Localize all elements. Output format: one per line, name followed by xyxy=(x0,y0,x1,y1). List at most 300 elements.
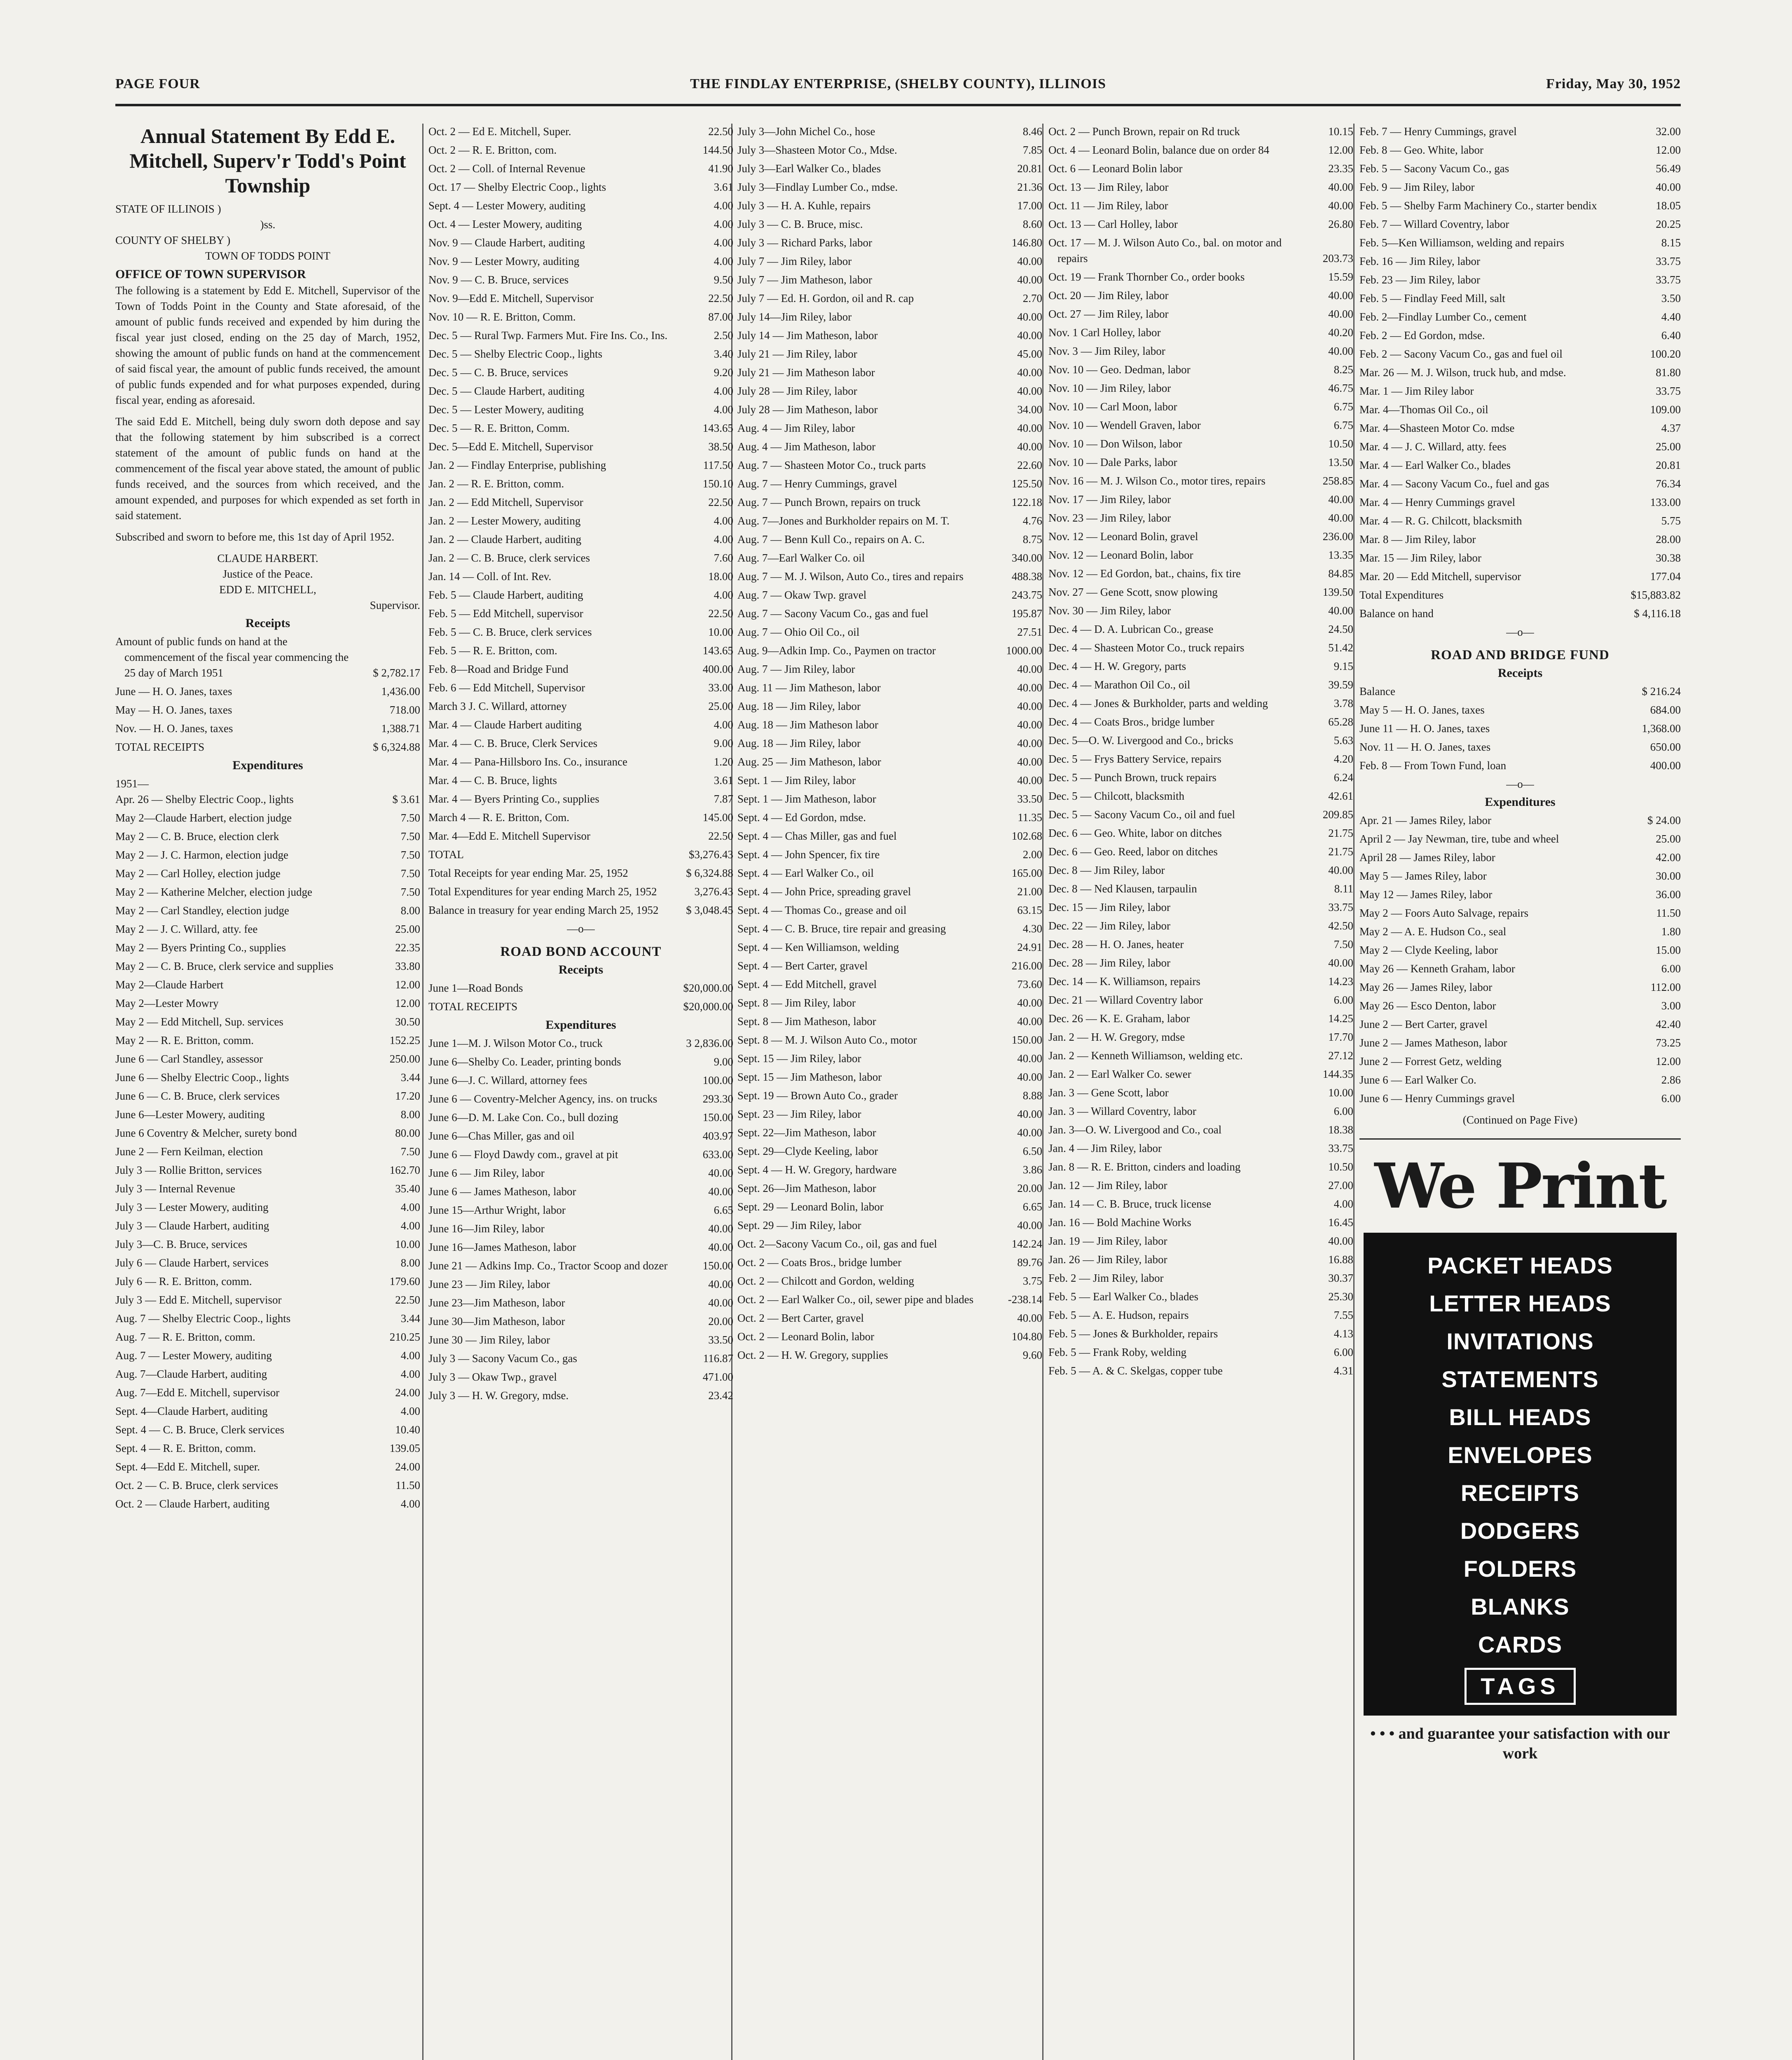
entry-amount: 40.00 xyxy=(1017,1052,1042,1065)
venue-county: COUNTY OF SHELBY ) xyxy=(115,234,231,246)
entry-amount: 340.00 xyxy=(1011,552,1042,564)
entry-description: Aug. 18 — Jim Matheson labor xyxy=(737,719,878,731)
ledger-entry xyxy=(115,634,420,681)
entry-amount: 40.00 xyxy=(1017,997,1042,1009)
entry-description: Feb. 5 — A. & C. Skelgas, copper tube xyxy=(1048,1365,1223,1377)
entry-description: Nov. 30 — Jim Riley, labor xyxy=(1048,604,1171,617)
entry-amount: 40.00 xyxy=(1017,1219,1042,1231)
ledger-entry xyxy=(428,1388,733,1403)
entry-amount: 4.00 xyxy=(714,236,733,249)
ledger-entry xyxy=(1048,216,1353,232)
entry-amount: 11.35 xyxy=(1018,811,1042,824)
entry-description: Jan. 3—O. W. Livergood and Co., coal xyxy=(1048,1124,1222,1136)
ledger-entry xyxy=(737,1199,1042,1215)
entry-description: June 6—Shelby Co. Leader, printing bonds xyxy=(428,1056,621,1068)
entry-description: Dec. 15 — Jim Riley, labor xyxy=(1048,901,1170,913)
entry-amount: 33.50 xyxy=(1017,793,1042,805)
column-rule xyxy=(1042,124,1043,2060)
ledger-entry xyxy=(737,439,1042,454)
entry-amount: 4.00 xyxy=(400,1405,420,1417)
entry-description: July 3 — H. W. Gregory, mdse. xyxy=(428,1389,569,1402)
ledger-entry xyxy=(737,680,1042,695)
entry-amount: $ 2,782.17 xyxy=(373,667,420,679)
entry-description: Jan. 2 — Claude Harbert, auditing xyxy=(428,533,582,545)
entry-description: Apr. 21 — James Riley, labor xyxy=(1359,814,1491,826)
entry-amount: $ 3,048.45 xyxy=(686,904,733,916)
entry-description: Feb. 5 — C. B. Bruce, clerk services xyxy=(428,626,592,638)
entry-description: Nov. 9 — Claude Harbert, auditing xyxy=(428,236,585,249)
entry-description: Dec. 4 — Jones & Burkholder, parts and welding xyxy=(1048,697,1268,709)
entry-amount: 1,368.00 xyxy=(1642,722,1681,735)
ledger-entry xyxy=(1359,684,1681,699)
entry-amount: 471.00 xyxy=(702,1371,733,1383)
entry-description: May 2 — Edd Mitchell, Sup. services xyxy=(115,1016,283,1028)
entry-description: Oct. 2 — H. W. Gregory, supplies xyxy=(737,1349,888,1361)
entry-amount: 17.20 xyxy=(395,1090,420,1102)
ledger-entry xyxy=(1359,402,1681,417)
entry-description: Aug. 7—Earl Walker Co. oil xyxy=(737,552,865,564)
entry-description: July 3 — Richard Parks, labor xyxy=(737,236,872,249)
ledger-entry xyxy=(1359,161,1681,176)
entry-amount: 4.31 xyxy=(1333,1365,1353,1377)
entry-description: June 15—Arthur Wright, labor xyxy=(428,1204,566,1216)
entry-description: Feb. 2 — Ed Gordon, mdse. xyxy=(1359,329,1485,342)
entry-description: Nov. 12 — Leonard Bolin, labor xyxy=(1048,549,1193,561)
entry-description: Sept. 4 — John Spencer, fix tire xyxy=(737,848,880,861)
entry-description: July 3—Shasteen Motor Co., Mdse. xyxy=(737,144,897,156)
ledger-entry xyxy=(737,235,1042,250)
entry-amount: 24.00 xyxy=(395,1386,420,1399)
ad-service-tags: TAGS xyxy=(1464,1668,1575,1705)
ledger-entry xyxy=(1048,770,1353,785)
masthead: THE FINDLAY ENTERPRISE, (SHELBY COUNTY), ILLINOIS xyxy=(690,76,1106,91)
entry-amount: 3.78 xyxy=(1333,697,1353,709)
continued-note: (Continued on Page Five) xyxy=(1462,1114,1578,1126)
entry-amount: 117.50 xyxy=(703,459,733,471)
entry-amount: 40.00 xyxy=(1017,774,1042,787)
ledger-entry xyxy=(1048,825,1353,841)
road-bond-expenditures xyxy=(428,1035,733,1403)
ad-service-item: BILL HEADS xyxy=(1449,1404,1591,1430)
ledger-entry xyxy=(1048,343,1353,359)
ledger-entry xyxy=(115,884,420,900)
entry-amount: 8.00 xyxy=(400,904,420,917)
ledger-entry xyxy=(737,1273,1042,1289)
entry-amount: 46.75 xyxy=(1328,382,1353,394)
ledger-entry xyxy=(737,1143,1042,1159)
ledger-entry xyxy=(1359,513,1681,529)
entry-amount: 139.05 xyxy=(389,1442,420,1454)
entry-amount: 1,388.71 xyxy=(381,722,420,735)
ledger-entry xyxy=(1048,1122,1353,1138)
year-label: 1951— xyxy=(115,777,149,790)
entry-description: Oct. 2 — Bert Carter, gravel xyxy=(737,1312,864,1324)
entry-description: May 2 — R. E. Britton, comm. xyxy=(115,1034,254,1046)
town-expenditures-list xyxy=(115,791,420,1512)
town-name: TOWN OF TODDS POINT xyxy=(205,250,330,262)
entry-description: Dec. 5 — C. B. Bruce, services xyxy=(428,366,568,379)
entry-amount: $ 216.24 xyxy=(1642,685,1681,698)
ledger-entry xyxy=(737,1051,1042,1066)
ledger-entry xyxy=(1048,844,1353,859)
entry-description: Aug. 11 — Jim Matheson, labor xyxy=(737,681,881,694)
entry-amount: 20.81 xyxy=(1017,162,1042,175)
ledger-entry xyxy=(428,772,733,788)
entry-description: Jan. 16 — Bold Machine Works xyxy=(1048,1216,1191,1229)
entry-description: Feb. 6 — Edd Mitchell, Supervisor xyxy=(428,681,585,694)
ledger-entry xyxy=(737,1310,1042,1326)
entry-description: May — H. O. Janes, taxes xyxy=(115,704,232,716)
entry-description: Feb. 5 — Shelby Farm Machinery Co., starter bendix xyxy=(1359,199,1597,212)
ledger-entry xyxy=(115,1255,420,1271)
entry-description: Sept. 8 — Jim Riley, labor xyxy=(737,997,856,1009)
entry-amount: 42.50 xyxy=(1328,920,1353,932)
entry-amount: 73.60 xyxy=(1017,978,1042,990)
ledger-entry xyxy=(1048,566,1353,581)
entry-description: Sept. 4 — Lester Mowery, auditing xyxy=(428,199,586,212)
entry-description: Jan. 2 — Kenneth Williamson, welding etc. xyxy=(1048,1049,1243,1062)
entry-amount: 109.00 xyxy=(1650,403,1681,416)
ledger-entry xyxy=(737,476,1042,492)
entry-description: Sept. 22—Jim Matheson, labor xyxy=(737,1126,876,1139)
ledger-entry xyxy=(1048,1011,1353,1026)
ledger-entry xyxy=(115,995,420,1011)
entry-description: Dec. 5 — Lester Mowery, auditing xyxy=(428,403,584,416)
entry-amount: 9.50 xyxy=(714,274,733,286)
entry-description: Aug. 7 — Henry Cummings, gravel xyxy=(737,478,897,490)
ledger-entry xyxy=(115,1496,420,1512)
entry-amount: 116.87 xyxy=(703,1352,733,1365)
column-2 xyxy=(428,124,733,2060)
entry-description: July 14 — Jim Matheson, labor xyxy=(737,329,878,342)
ledger-entry xyxy=(737,124,1042,139)
ledger-entry xyxy=(428,346,733,362)
entry-description: Sept. 4 — Bert Carter, gravel xyxy=(737,960,868,972)
entry-amount: 25.30 xyxy=(1328,1290,1353,1303)
ledger-entry xyxy=(1048,1215,1353,1230)
entry-amount: 488.38 xyxy=(1011,570,1042,583)
entry-amount: 40.00 xyxy=(1017,700,1042,712)
entry-description: Aug. 7 — Lester Mowery, auditing xyxy=(115,1349,272,1362)
entry-description: Sept. 1 — Jim Matheson, labor xyxy=(737,793,876,805)
ledger-entry xyxy=(1359,1053,1681,1069)
ledger-entry xyxy=(1359,924,1681,939)
entry-description: Mar. 4 — Pana-Hillsboro Ins. Co., insurance xyxy=(428,756,627,768)
entry-amount: 8.00 xyxy=(400,1257,420,1269)
ledger-entry xyxy=(428,980,733,996)
entry-description: June 6 Coventry & Melcher, surety bond xyxy=(115,1127,297,1139)
ad-services-box xyxy=(1364,1233,1677,1716)
ledger-entry xyxy=(1048,510,1353,526)
entry-description: July 3 — Rollie Britton, services xyxy=(115,1164,262,1176)
entry-amount: 4.00 xyxy=(714,515,733,527)
ledger-entry xyxy=(737,1032,1042,1048)
entry-description: Dec. 5 — Claude Harbert, auditing xyxy=(428,385,585,397)
entry-description: May 2 — C. B. Bruce, clerk service and supplies xyxy=(115,960,334,972)
ledger-entry xyxy=(428,1258,733,1273)
ledger-entry xyxy=(737,754,1042,770)
signature-supervisor: EDD E. MITCHELL, xyxy=(219,583,316,596)
entry-description: Dec. 5 — Punch Brown, truck repairs xyxy=(1048,771,1217,784)
ledger-entry xyxy=(115,1477,420,1493)
entry-description: Oct. 20 — Jim Riley, labor xyxy=(1048,289,1169,302)
entry-amount: 8.46 xyxy=(1022,125,1042,138)
ledger-entry xyxy=(1359,812,1681,828)
ledger-entry xyxy=(1048,179,1353,195)
ledger-entry xyxy=(115,1181,420,1196)
ledger-entry xyxy=(737,309,1042,325)
entry-description: Sept. 23 — Jim Riley, labor xyxy=(737,1108,861,1120)
ledger-entry xyxy=(428,569,733,584)
entry-description: May 2 — J. C. Willard, atty. fee xyxy=(115,923,258,935)
entry-description: Feb. 2—Findlay Lumber Co., cement xyxy=(1359,311,1527,323)
entry-description: June 1—Road Bonds xyxy=(428,982,523,994)
entry-amount: 18.05 xyxy=(1656,199,1681,212)
entry-amount: 4.76 xyxy=(1022,515,1042,527)
entry-amount: 25.00 xyxy=(708,700,733,712)
ledger-entry xyxy=(1048,473,1353,489)
ledger-entry xyxy=(115,1422,420,1437)
entry-amount: 33.75 xyxy=(1328,901,1353,913)
ledger-entry xyxy=(115,1070,420,1085)
entry-amount: 35.40 xyxy=(395,1182,420,1195)
entry-amount: 102.68 xyxy=(1011,830,1042,842)
entry-amount: 38.50 xyxy=(708,440,733,453)
ledger-entry xyxy=(1048,454,1353,470)
ledger-entry xyxy=(1048,1140,1353,1156)
ledger-entry xyxy=(428,513,733,529)
entry-description: Jan. 8 — R. E. Britton, cinders and loading xyxy=(1048,1161,1241,1173)
entry-amount: 4.00 xyxy=(400,1220,420,1232)
entry-amount: 42.61 xyxy=(1328,790,1353,802)
entry-amount: 6.65 xyxy=(714,1204,733,1216)
entry-amount: 40.00 xyxy=(1328,199,1353,212)
ledger-entry xyxy=(737,828,1042,844)
ledger-entry xyxy=(115,1403,420,1419)
entry-amount: 4.00 xyxy=(714,589,733,601)
ledger-entry xyxy=(428,1221,733,1236)
entry-description: Dec. 5 — Shelby Electric Coop., lights xyxy=(428,348,603,360)
entry-amount: 6.00 xyxy=(1333,1346,1353,1358)
entry-description: Nov. 17 — Jim Riley, labor xyxy=(1048,493,1171,506)
entry-description: Mar. 4 — Henry Cummings gravel xyxy=(1359,496,1515,508)
entry-description: Dec. 5 — Rural Twp. Farmers Mut. Fire Ins. Co., Ins. xyxy=(428,329,668,342)
entry-description: Feb. 7 — Willard Coventry, labor xyxy=(1359,218,1509,230)
entry-description: May 5 — H. O. Janes, taxes xyxy=(1359,704,1485,716)
entry-amount: 12.00 xyxy=(1656,1055,1681,1067)
entry-description: Mar. 15 — Jim Riley, labor xyxy=(1359,552,1481,564)
entry-description: July 14—Jim Riley, labor xyxy=(737,311,852,323)
ledger-entry xyxy=(428,457,733,473)
entry-amount: 25.00 xyxy=(1656,440,1681,453)
entry-description: Dec. 4 — Shasteen Motor Co., truck repairs xyxy=(1048,641,1245,654)
entry-amount: 23.35 xyxy=(1328,162,1353,175)
ledger-entry xyxy=(428,828,733,844)
entry-description: July 6 — Claude Harbert, services xyxy=(115,1257,269,1269)
entry-amount: 3.61 xyxy=(714,181,733,193)
entry-amount: 7.87 xyxy=(714,793,733,805)
entry-amount: 1.20 xyxy=(714,756,733,768)
entry-amount: 10.50 xyxy=(1328,1161,1353,1173)
entry-amount: $ 6,324.88 xyxy=(373,741,420,753)
entry-description: June 11 — H. O. Janes, taxes xyxy=(1359,722,1490,735)
entry-amount: 400.00 xyxy=(702,663,733,675)
entry-description: Sept. 4 — Ken Williamson, welding xyxy=(737,941,899,953)
entry-description: Dec. 14 — K. Williamson, repairs xyxy=(1048,975,1200,988)
ledger-entry xyxy=(115,1032,420,1048)
entry-amount: 8.00 xyxy=(400,1108,420,1121)
entry-description: Aug. 7 — Jim Riley, labor xyxy=(737,663,855,675)
ad-service-item: DODGERS xyxy=(1460,1518,1580,1544)
entry-description: Sept. 4 — Edd Mitchell, gravel xyxy=(737,978,877,990)
entry-description: Aug. 7—Jones and Burkholder repairs on M. T. xyxy=(737,515,950,527)
entry-amount: 24.50 xyxy=(1328,623,1353,635)
entry-description: July 28 — Jim Riley, labor xyxy=(737,385,857,397)
entry-amount: 9.15 xyxy=(1333,660,1353,672)
entry-amount: 150.00 xyxy=(702,1259,733,1272)
entry-description: Feb. 5 — Claude Harbert, auditing xyxy=(428,589,583,601)
entry-amount: 8.11 xyxy=(1334,883,1353,895)
ledger-entry xyxy=(1048,1233,1353,1249)
ledger-entry xyxy=(1359,457,1681,473)
entry-description: July 21 — Jim Matheson labor xyxy=(737,366,875,379)
ledger-entry xyxy=(1359,905,1681,921)
entry-description: Dec. 5—O. W. Livergood and Co., bricks xyxy=(1048,734,1233,747)
ledger-entry xyxy=(1048,1048,1353,1063)
entry-amount: 145.00 xyxy=(702,811,733,824)
entry-amount: 25.00 xyxy=(1656,833,1681,845)
entry-amount: 4.00 xyxy=(400,1201,420,1213)
ledger-entry xyxy=(1359,439,1681,454)
ad-service-item: FOLDERS xyxy=(1463,1556,1577,1582)
entry-description: Feb. 2 — Sacony Vacum Co., gas and fuel oil xyxy=(1359,348,1563,360)
signature-supervisor-title: Supervisor. xyxy=(370,599,420,611)
page-header xyxy=(115,76,1681,101)
ledger-entry xyxy=(1048,658,1353,674)
entry-amount: 4.37 xyxy=(1661,422,1681,434)
entry-amount: 40.00 xyxy=(1017,255,1042,267)
ledger-entry xyxy=(737,550,1042,566)
entry-amount: 40.00 xyxy=(1017,329,1042,342)
entry-amount: 1.80 xyxy=(1661,925,1681,938)
ledger-entry xyxy=(115,791,420,807)
entry-amount: 10.00 xyxy=(708,626,733,638)
ledger-entry xyxy=(737,902,1042,918)
entry-amount: 7.60 xyxy=(714,552,733,564)
entry-description: Jan. 19 — Jim Riley, labor xyxy=(1048,1235,1167,1247)
ledger-entry xyxy=(428,494,733,510)
entry-amount: 143.65 xyxy=(702,644,733,657)
entry-description: Jan. 2 — R. E. Britton, comm. xyxy=(428,478,564,490)
ledger-entry xyxy=(1359,142,1681,158)
entry-description: May 12 — James Riley, labor xyxy=(1359,888,1493,901)
ledger-entry xyxy=(1359,365,1681,380)
entry-amount: 5.63 xyxy=(1333,734,1353,747)
ledger-entry xyxy=(1359,961,1681,976)
entry-amount: 143.65 xyxy=(702,422,733,434)
ledger-entry xyxy=(115,1366,420,1382)
entry-amount: 7.50 xyxy=(400,867,420,880)
entry-description: Apr. 26 — Shelby Electric Coop., lights xyxy=(115,793,294,805)
ledger-entry xyxy=(1048,492,1353,507)
ad-service-item: BLANKS xyxy=(1471,1594,1570,1620)
ledger-entry xyxy=(428,1202,733,1218)
entry-description: Feb. 5 — Findlay Feed Mill, salt xyxy=(1359,292,1505,304)
entry-description: July 7 — Ed. H. Gordon, oil and R. cap xyxy=(737,292,914,304)
ledger-entry xyxy=(1359,179,1681,195)
entry-description: Dec. 6 — Geo. White, labor on ditches xyxy=(1048,827,1222,839)
entry-amount: 12.00 xyxy=(1656,144,1681,156)
ledger-entry xyxy=(737,791,1042,807)
entry-description: Aug. 7 — M. J. Wilson, Auto Co., tires and repairs xyxy=(737,570,964,583)
ledger-entry xyxy=(1359,850,1681,865)
entry-description: Dec. 4 — H. W. Gregory, parts xyxy=(1048,660,1186,672)
ledger-entry xyxy=(737,253,1042,269)
entry-amount: 4.00 xyxy=(714,218,733,230)
ledger-entry xyxy=(428,735,733,751)
ledger-entry xyxy=(115,1385,420,1400)
entry-amount: 14.23 xyxy=(1328,975,1353,988)
ad-service-item: RECEIPTS xyxy=(1460,1480,1580,1506)
entry-description: Feb. 16 — Jim Riley, labor xyxy=(1359,255,1480,267)
entry-description: Dec. 5 — Frys Battery Service, repairs xyxy=(1048,753,1221,765)
entry-description: Sept. 4 — C. B. Bruce, tire repair and greasing xyxy=(737,922,946,935)
entry-amount: $ 4,116.18 xyxy=(1634,607,1681,620)
entry-amount: 40.00 xyxy=(1017,274,1042,286)
ledger-entry xyxy=(1048,621,1353,637)
entry-description: Balance in treasury for year ending March 25, 1952 xyxy=(428,904,659,916)
entry-amount: 162.70 xyxy=(389,1164,420,1176)
ledger-entry xyxy=(1359,383,1681,399)
ledger-entry xyxy=(115,1107,420,1122)
entry-amount: 216.00 xyxy=(1011,960,1042,972)
entry-description: July 3 — C. B. Bruce, misc. xyxy=(737,218,863,230)
entry-description: Mar. 8 — Jim Riley, labor xyxy=(1359,533,1476,545)
ledger-entry xyxy=(1048,1029,1353,1045)
ledger-entry xyxy=(737,328,1042,343)
entry-amount: 236.00 xyxy=(1322,530,1353,543)
ledger-entry xyxy=(115,684,420,699)
entry-amount: 3.00 xyxy=(1661,1000,1681,1012)
road-bridge-title: ROAD AND BRIDGE FUND xyxy=(1431,648,1610,662)
entry-description: May 2 — C. B. Bruce, election clerk xyxy=(115,830,279,843)
ledger-entry xyxy=(737,810,1042,825)
signature-justice: CLAUDE HARBERT. xyxy=(217,552,318,564)
entry-description: Dec. 4 — Marathon Oil Co., oil xyxy=(1048,679,1191,691)
entry-description: Feb. 5 — Earl Walker Co., blades xyxy=(1048,1290,1198,1303)
ledger-entry xyxy=(428,420,733,436)
entry-amount: 22.50 xyxy=(708,830,733,842)
column-rule xyxy=(1353,124,1355,2060)
entry-amount: 9.20 xyxy=(714,366,733,379)
entry-amount: 14.25 xyxy=(1328,1012,1353,1025)
ledger-entry xyxy=(1359,1091,1681,1106)
ledger-entry xyxy=(115,940,420,955)
ledger-entry xyxy=(737,272,1042,288)
entry-description: Dec. 28 — H. O. Janes, heater xyxy=(1048,938,1184,950)
entry-amount: 21.00 xyxy=(1017,885,1042,898)
ledger-entry xyxy=(1048,603,1353,618)
entry-amount: 40.00 xyxy=(708,1241,733,1253)
entry-description: Dec. 28 — Jim Riley, labor xyxy=(1048,957,1170,969)
ledger-entry xyxy=(1048,142,1353,158)
ledger-entry xyxy=(1048,269,1353,285)
entry-description: Oct. 2 — C. B. Bruce, clerk services xyxy=(115,1479,278,1491)
venue-state: STATE OF ILLINOIS ) xyxy=(115,203,221,215)
ledger-entry xyxy=(1048,1252,1353,1267)
entry-amount: 27.12 xyxy=(1328,1049,1353,1062)
entry-description: Nov. 23 — Jim Riley, labor xyxy=(1048,512,1171,524)
